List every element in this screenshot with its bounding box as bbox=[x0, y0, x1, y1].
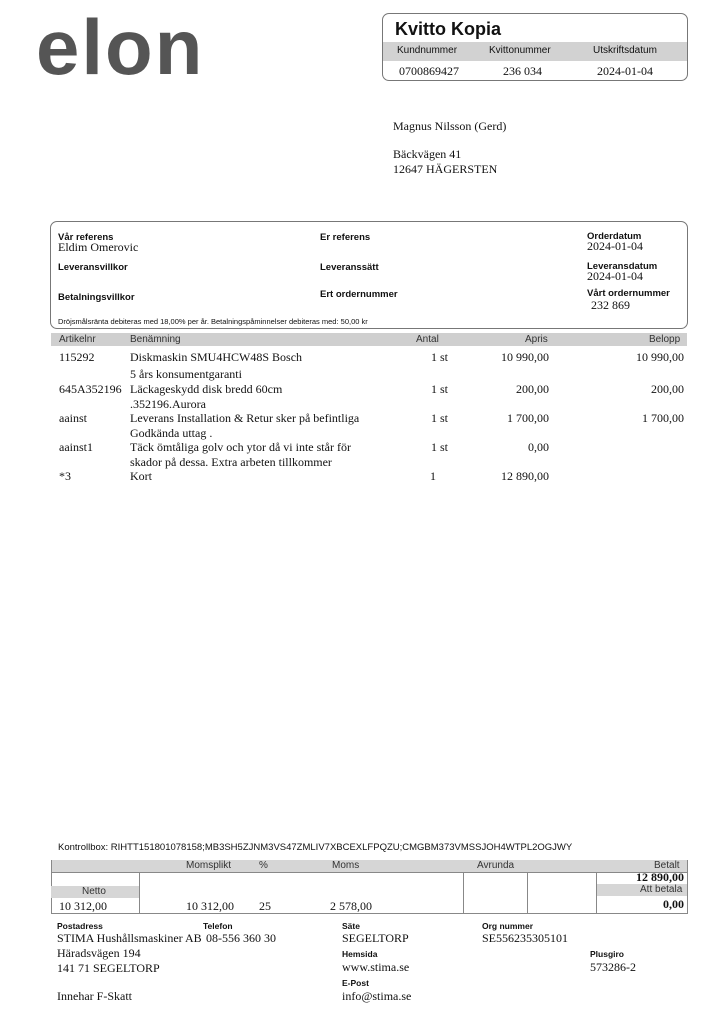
plusgiro-label: Plusgiro bbox=[590, 949, 625, 959]
col-belopp: Belopp bbox=[649, 334, 681, 345]
logo-text: elon bbox=[36, 14, 205, 84]
org-nummer-value: SE556235305101 bbox=[482, 931, 569, 945]
item-4-artnr: aainst bbox=[59, 411, 87, 425]
item-5-desc-line1: Täck ömtåliga golv och ytor då vi inte står för bbox=[130, 440, 351, 454]
sate-label: Säte bbox=[342, 921, 360, 931]
item-3-belopp: 200,00 bbox=[651, 382, 684, 396]
att-betala-label: Att betala bbox=[640, 884, 683, 895]
postadress-line2: Häradsvägen 194 bbox=[57, 946, 141, 960]
sate-value: SEGELTORP bbox=[342, 931, 409, 945]
item-6-desc: Kort bbox=[130, 469, 152, 483]
item-5-desc-line2: skador på dessa. Extra arbeten tillkommer bbox=[130, 455, 332, 469]
hemsida-value[interactable]: www.stima.se bbox=[342, 960, 410, 974]
col-betalt: Betalt bbox=[654, 860, 680, 871]
item-1-belopp: 10 990,00 bbox=[636, 350, 684, 364]
orderdatum-value: 2024-01-04 bbox=[587, 239, 643, 253]
orderdatum-label: Orderdatum bbox=[587, 231, 642, 242]
totals-header-band bbox=[51, 860, 687, 872]
item-2-desc: 5 års konsumentgaranti bbox=[130, 367, 242, 381]
netto-value: 10 312,00 bbox=[59, 899, 107, 913]
item-5-artnr: aainst1 bbox=[59, 440, 93, 454]
leveransdatum-value: 2024-01-04 bbox=[587, 269, 643, 283]
col-apris: Apris bbox=[525, 334, 548, 345]
item-1-artnr: 115292 bbox=[59, 350, 95, 364]
col-artikelnr: Artikelnr bbox=[59, 334, 96, 345]
item-1-antal: 1 st bbox=[430, 350, 448, 364]
totals-vline-3 bbox=[527, 872, 528, 914]
col-percent: % bbox=[259, 860, 268, 871]
item-6-apris: 12 890,00 bbox=[501, 469, 549, 483]
elon-logo bbox=[36, 14, 276, 84]
telefon-label: Telefon bbox=[203, 921, 233, 931]
leveransdatum-label: Leveransdatum bbox=[587, 261, 658, 272]
item-4-apris: 1 700,00 bbox=[507, 411, 549, 425]
leveransvillkor-label: Leveransvillkor bbox=[58, 262, 128, 273]
totals-vline-2 bbox=[463, 872, 464, 914]
customer-name: Magnus Nilsson (Gerd) bbox=[393, 119, 507, 133]
postadress-line3: 141 71 SEGELTORP bbox=[57, 961, 160, 975]
var-referens-value: Eldim Omerovic bbox=[58, 240, 139, 254]
var-referens-label: Vår referens bbox=[58, 232, 114, 243]
kvittonummer-label: Kvittonummer bbox=[489, 45, 551, 56]
utskriftsdatum-value: 2024-01-04 bbox=[597, 64, 653, 78]
item-4-antal: 1 st bbox=[430, 411, 448, 425]
kundnummer-value: 0700869427 bbox=[399, 64, 459, 78]
item-4-desc-line1: Leverans Installation & Retur sker på befintliga bbox=[130, 411, 360, 425]
plusgiro-value: 573286-2 bbox=[590, 960, 636, 974]
totals-vline-1 bbox=[139, 872, 140, 914]
ert-ordernummer-label: Ert ordernummer bbox=[320, 289, 398, 300]
f-skatt: Innehar F-Skatt bbox=[57, 989, 132, 1003]
utskriftsdatum-label: Utskriftsdatum bbox=[593, 45, 657, 56]
postadress-line1: STIMA Hushållsmaskiner AB bbox=[57, 931, 202, 945]
org-nummer-label: Org nummer bbox=[482, 921, 534, 931]
item-4-desc-line2: Godkända uttag . bbox=[130, 426, 213, 440]
vart-ordernummer-label: Vårt ordernummer bbox=[587, 288, 670, 299]
kundnummer-label: Kundnummer bbox=[397, 45, 458, 56]
item-5-apris: 0,00 bbox=[528, 440, 549, 454]
percent-value: 25 bbox=[259, 899, 271, 913]
totals-vline-5 bbox=[687, 860, 688, 914]
customer-city: 12647 HÄGERSTEN bbox=[393, 162, 498, 176]
receipt-header-box bbox=[382, 13, 688, 81]
item-3-artnr: 645A352196 bbox=[59, 382, 122, 396]
item-3-antal: 1 st bbox=[430, 382, 448, 396]
item-1-apris: 10 990,00 bbox=[501, 350, 549, 364]
kontrollbox: Kontrollbox: RIHTT151801078158;MB3SH5ZJNM3VS47ZMLIV7XBCEXLFPQZU;CMGBM373VMSSJOH4WTPL2OGJWY bbox=[58, 842, 573, 853]
betalningsvillkor-label: Betalningsvillkor bbox=[58, 292, 135, 303]
item-3-desc-line1: Läckageskydd disk bredd 60cm bbox=[130, 382, 283, 396]
telefon-value: 08-556 360 30 bbox=[206, 931, 276, 945]
col-avrunda: Avrunda bbox=[477, 860, 515, 871]
col-moms: Moms bbox=[332, 860, 360, 871]
customer-street: Bäckvägen 41 bbox=[393, 147, 462, 161]
kvittonummer-value: 236 034 bbox=[503, 64, 542, 78]
betalt-value: 12 890,00 bbox=[636, 870, 684, 884]
epost-label: E-Post bbox=[342, 978, 369, 988]
leveranssatt-label: Leveranssätt bbox=[320, 262, 379, 273]
moms-value: 2 578,00 bbox=[330, 899, 372, 913]
col-momsplikt: Momsplikt bbox=[186, 860, 232, 871]
netto-label: Netto bbox=[82, 886, 106, 897]
totals-line-top bbox=[51, 872, 687, 873]
hemsida-label: Hemsida bbox=[342, 949, 378, 959]
epost-value[interactable]: info@stima.se bbox=[342, 989, 412, 1003]
item-4-belopp: 1 700,00 bbox=[642, 411, 684, 425]
col-antal: Antal bbox=[416, 334, 439, 345]
item-5-antal: 1 st bbox=[430, 440, 448, 454]
col-benamning: Benämning bbox=[130, 334, 181, 345]
item-3-desc-line2: .352196.Aurora bbox=[130, 397, 206, 411]
interest-note: Dröjsmålsränta debiteras med 18,00% per år. Betalningspåminnelser debiteras med: 50,00 kr bbox=[58, 317, 368, 326]
postadress-label: Postadress bbox=[57, 921, 103, 931]
item-6-antal: 1 bbox=[430, 469, 436, 483]
item-6-artnr: *3 bbox=[59, 469, 71, 483]
att-betala-value: 0,00 bbox=[663, 897, 684, 911]
receipt-title: Kvitto Kopia bbox=[395, 19, 501, 39]
item-1-desc: Diskmaskin SMU4HCW48S Bosch bbox=[130, 350, 303, 364]
momsplikt-value: 10 312,00 bbox=[186, 899, 234, 913]
vart-ordernummer-value: 232 869 bbox=[591, 298, 630, 312]
item-3-apris: 200,00 bbox=[516, 382, 549, 396]
er-referens-label: Er referens bbox=[320, 232, 371, 243]
